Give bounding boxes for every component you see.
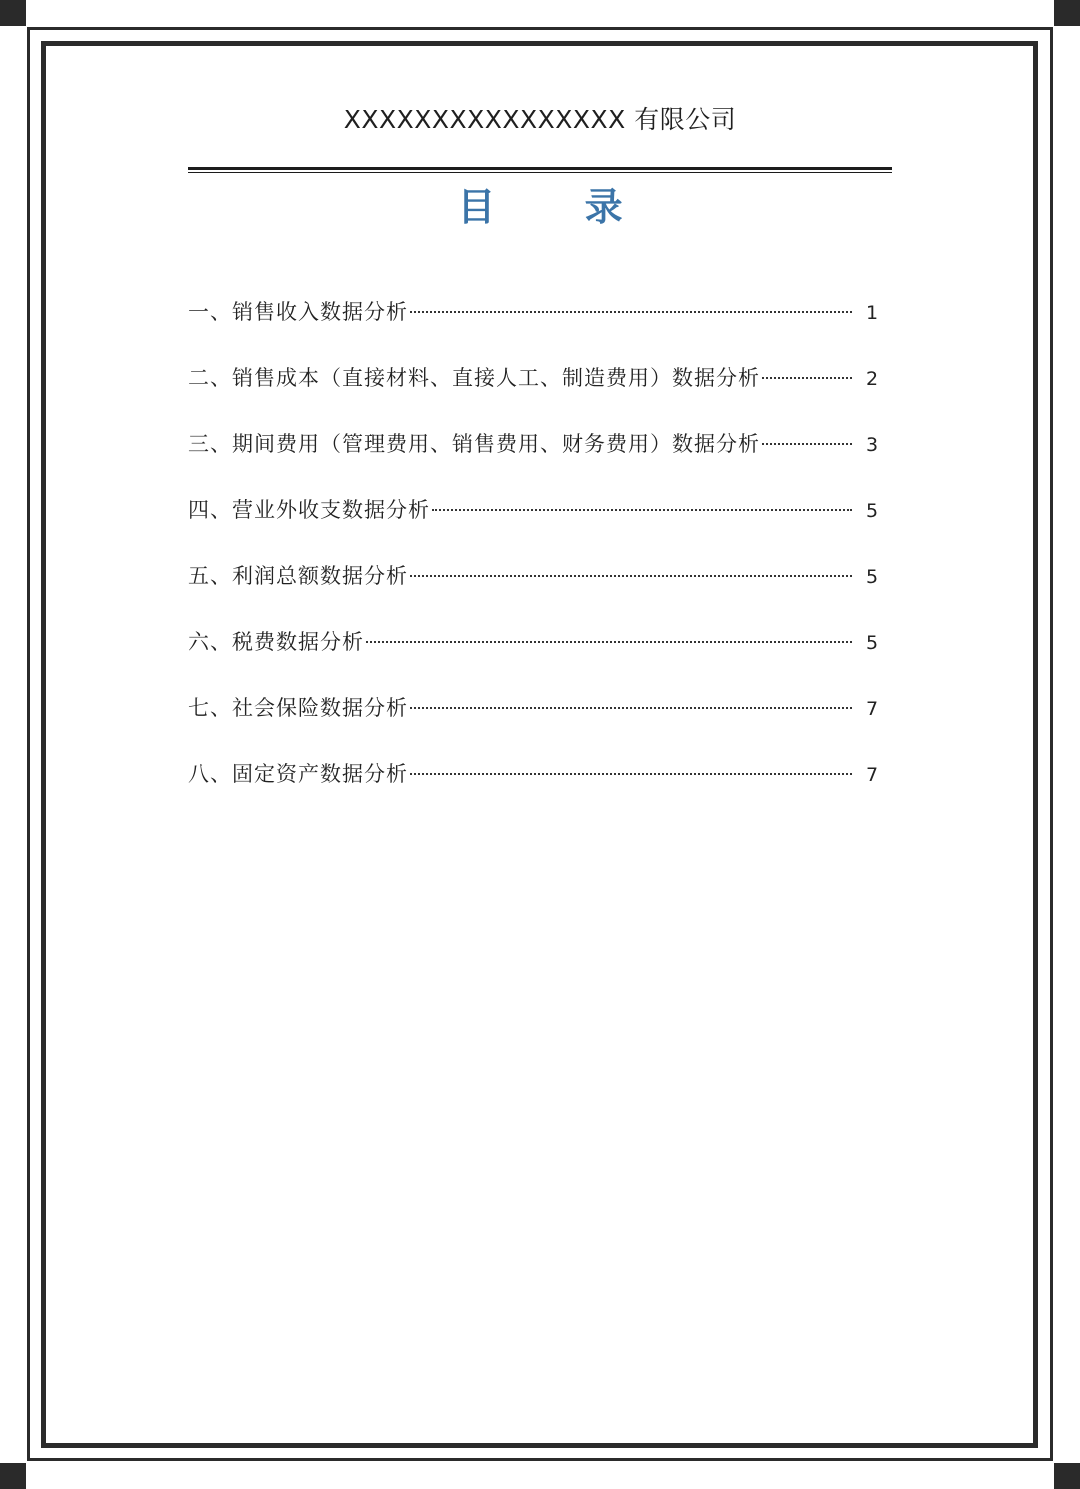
- toc-entry-page: 1: [866, 302, 880, 324]
- toc-entry[interactable]: [188, 494, 878, 560]
- toc-dot-leader: [410, 311, 852, 313]
- toc-entry[interactable]: [188, 428, 878, 494]
- toc-entry-page: 5: [866, 632, 880, 654]
- toc-entry-page: 5: [866, 566, 880, 588]
- toc-entry-page: 2: [866, 368, 880, 390]
- toc-dot-leader: [410, 575, 852, 577]
- toc-entry-label: 八、固定资产数据分析: [188, 762, 408, 786]
- toc-entry-label: 三、期间费用（管理费用、销售费用、财务费用）数据分析: [188, 432, 760, 456]
- toc-dot-leader: [762, 443, 852, 445]
- corner-mark-bottom-left: [0, 1463, 26, 1489]
- toc-entry-page: 7: [866, 698, 880, 720]
- toc-entry[interactable]: [188, 362, 878, 428]
- toc-entry-label: 二、销售成本（直接材料、直接人工、制造费用）数据分析: [188, 366, 760, 390]
- toc-entry-page: 7: [866, 764, 880, 786]
- toc-entry[interactable]: [188, 626, 878, 692]
- header-rule-thin: [188, 172, 892, 173]
- toc-dot-leader: [432, 509, 852, 511]
- toc-entry-label: 五、利润总额数据分析: [188, 564, 408, 588]
- toc-entry-label: 四、营业外收支数据分析: [188, 498, 430, 522]
- corner-mark-top-left: [0, 0, 26, 26]
- toc-dot-leader: [410, 707, 852, 709]
- toc-dot-leader: [410, 773, 852, 775]
- toc-entry-label: 一、销售收入数据分析: [188, 300, 408, 324]
- toc-list: [188, 296, 878, 824]
- corner-mark-bottom-right: [1054, 1463, 1080, 1489]
- corner-mark-top-right: [1054, 0, 1080, 26]
- toc-title: 目 录: [457, 185, 661, 229]
- toc-entry-page: 5: [866, 500, 880, 522]
- header-rule-thick: [188, 167, 892, 170]
- toc-entry-label: 七、社会保险数据分析: [188, 696, 408, 720]
- toc-entry[interactable]: [188, 296, 878, 362]
- toc-dot-leader: [762, 377, 852, 379]
- toc-entry[interactable]: [188, 758, 878, 824]
- toc-entry[interactable]: [188, 560, 878, 626]
- toc-entry-label: 六、税费数据分析: [188, 630, 364, 654]
- toc-entry[interactable]: [188, 692, 878, 758]
- toc-dot-leader: [366, 641, 852, 643]
- toc-entry-page: 3: [866, 434, 880, 456]
- company-name: XXXXXXXXXXXXXXXX 有限公司: [343, 105, 737, 134]
